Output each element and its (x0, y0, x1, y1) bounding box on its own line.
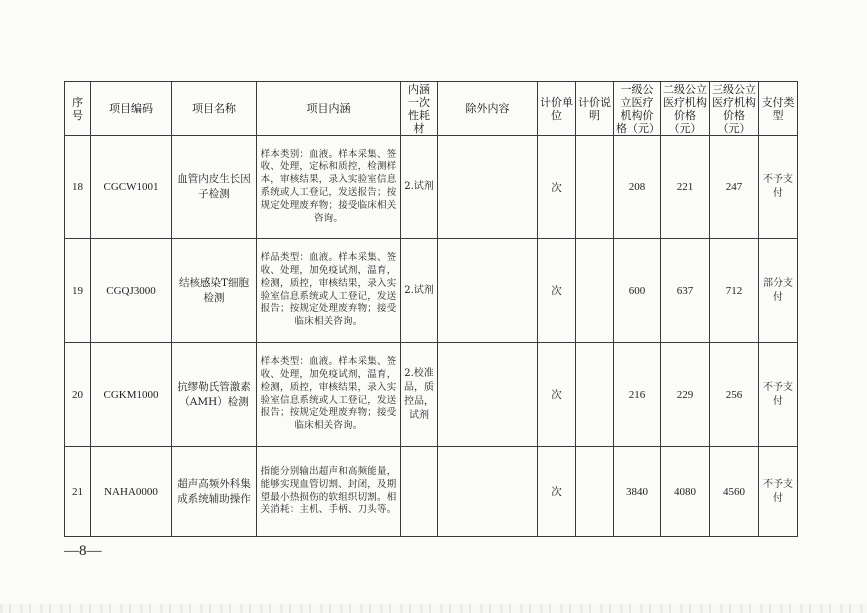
row-index: 18 (65, 136, 91, 239)
row-code: CGKM1000 (91, 343, 172, 447)
row-exclusions (438, 239, 538, 343)
row-materials: 2.试剂 (401, 239, 438, 343)
row-price-l3: 247 (710, 136, 759, 239)
header-name: 项目名称 (172, 82, 257, 136)
pricing-table (64, 81, 798, 537)
row-note (576, 136, 614, 239)
header-price-l1: 一级公立医疗机构价格（元） (614, 82, 661, 136)
row-price-l2: 229 (661, 343, 710, 447)
row-price-l1: 3840 (614, 447, 661, 537)
header-row (65, 82, 798, 136)
row-payment: 不予支付 (759, 447, 798, 537)
header-content: 项目内涵 (257, 82, 401, 136)
header-materials: 内涵一次性耗材 (401, 82, 438, 136)
row-unit: 次 (538, 136, 576, 239)
row-materials: 2.校准品，质控品，试剂 (401, 343, 438, 447)
row-materials: 2.试剂 (401, 136, 438, 239)
row-content: 样本类别：血液。样本采集、签收、处理，定标和质控，检测样本，审核结果，录入实验室信息系统或人工登记，发送报告；按规定处理废弃物；接受临床相关咨询。 (257, 136, 401, 239)
row-name: 结核感染T细胞检测 (172, 239, 257, 343)
row-note (576, 343, 614, 447)
row-price-l3: 4560 (710, 447, 759, 537)
row-content: 样本类型：血液。样本采集、签收、处理，加免疫试剂，温育，检测，质控，审核结果，录入实验室信息系统或人工登记，发送报告；按规定处理废弃物；接受临床相关咨询。 (257, 343, 401, 447)
row-index: 20 (65, 343, 91, 447)
row-name: 超声高频外科集成系统辅助操作 (172, 447, 257, 537)
table-row (65, 343, 798, 447)
row-exclusions (438, 136, 538, 239)
scan-artifact (0, 604, 867, 613)
row-price-l2: 4080 (661, 447, 710, 537)
row-index: 19 (65, 239, 91, 343)
row-exclusions (438, 447, 538, 537)
row-code: NAHA0000 (91, 447, 172, 537)
row-exclusions (438, 343, 538, 447)
row-price-l3: 256 (710, 343, 759, 447)
row-note (576, 239, 614, 343)
table-row (65, 239, 798, 343)
row-price-l2: 637 (661, 239, 710, 343)
header-payment: 支付类型 (759, 82, 798, 136)
row-price-l1: 600 (614, 239, 661, 343)
row-unit: 次 (538, 239, 576, 343)
header-unit: 计价单位 (538, 82, 576, 136)
row-payment: 不予支付 (759, 136, 798, 239)
row-note (576, 447, 614, 537)
row-code: CGQJ3000 (91, 239, 172, 343)
header-note: 计价说明 (576, 82, 614, 136)
row-payment: 不予支付 (759, 343, 798, 447)
table-row (65, 136, 798, 239)
row-name: 血管内皮生长因子检测 (172, 136, 257, 239)
row-materials (401, 447, 438, 537)
row-content: 指能分别输出超声和高频能量，能够实现血管切割、封闭，及期望最小热损伤的软组织切割。相关消耗：主机、手柄、刀头等。 (257, 447, 401, 537)
row-price-l1: 208 (614, 136, 661, 239)
header-exclusions: 除外内容 (438, 82, 538, 136)
row-price-l2: 221 (661, 136, 710, 239)
row-unit: 次 (538, 447, 576, 537)
header-price-l3: 三级公立医疗机构价格（元） (710, 82, 759, 136)
row-code: CGCW1001 (91, 136, 172, 239)
header-index: 序号 (65, 82, 91, 136)
row-payment: 部分支付 (759, 239, 798, 343)
row-price-l3: 712 (710, 239, 759, 343)
row-index: 21 (65, 447, 91, 537)
header-price-l2: 二级公立医疗机构价格（元） (661, 82, 710, 136)
header-code: 项目编码 (91, 82, 172, 136)
row-unit: 次 (538, 343, 576, 447)
table-row (65, 447, 798, 537)
page-number: —8— (64, 543, 102, 559)
row-content: 样品类型：血液。样本采集、签收、处理，加免疫试剂，温育，检测，质控，审核结果，录入实验室信息系统或人工登记，发送报告；按规定处理废弃物；接受临床相关咨询。 (257, 239, 401, 343)
row-price-l1: 216 (614, 343, 661, 447)
row-name: 抗缪勒氏管激素（AMH）检测 (172, 343, 257, 447)
